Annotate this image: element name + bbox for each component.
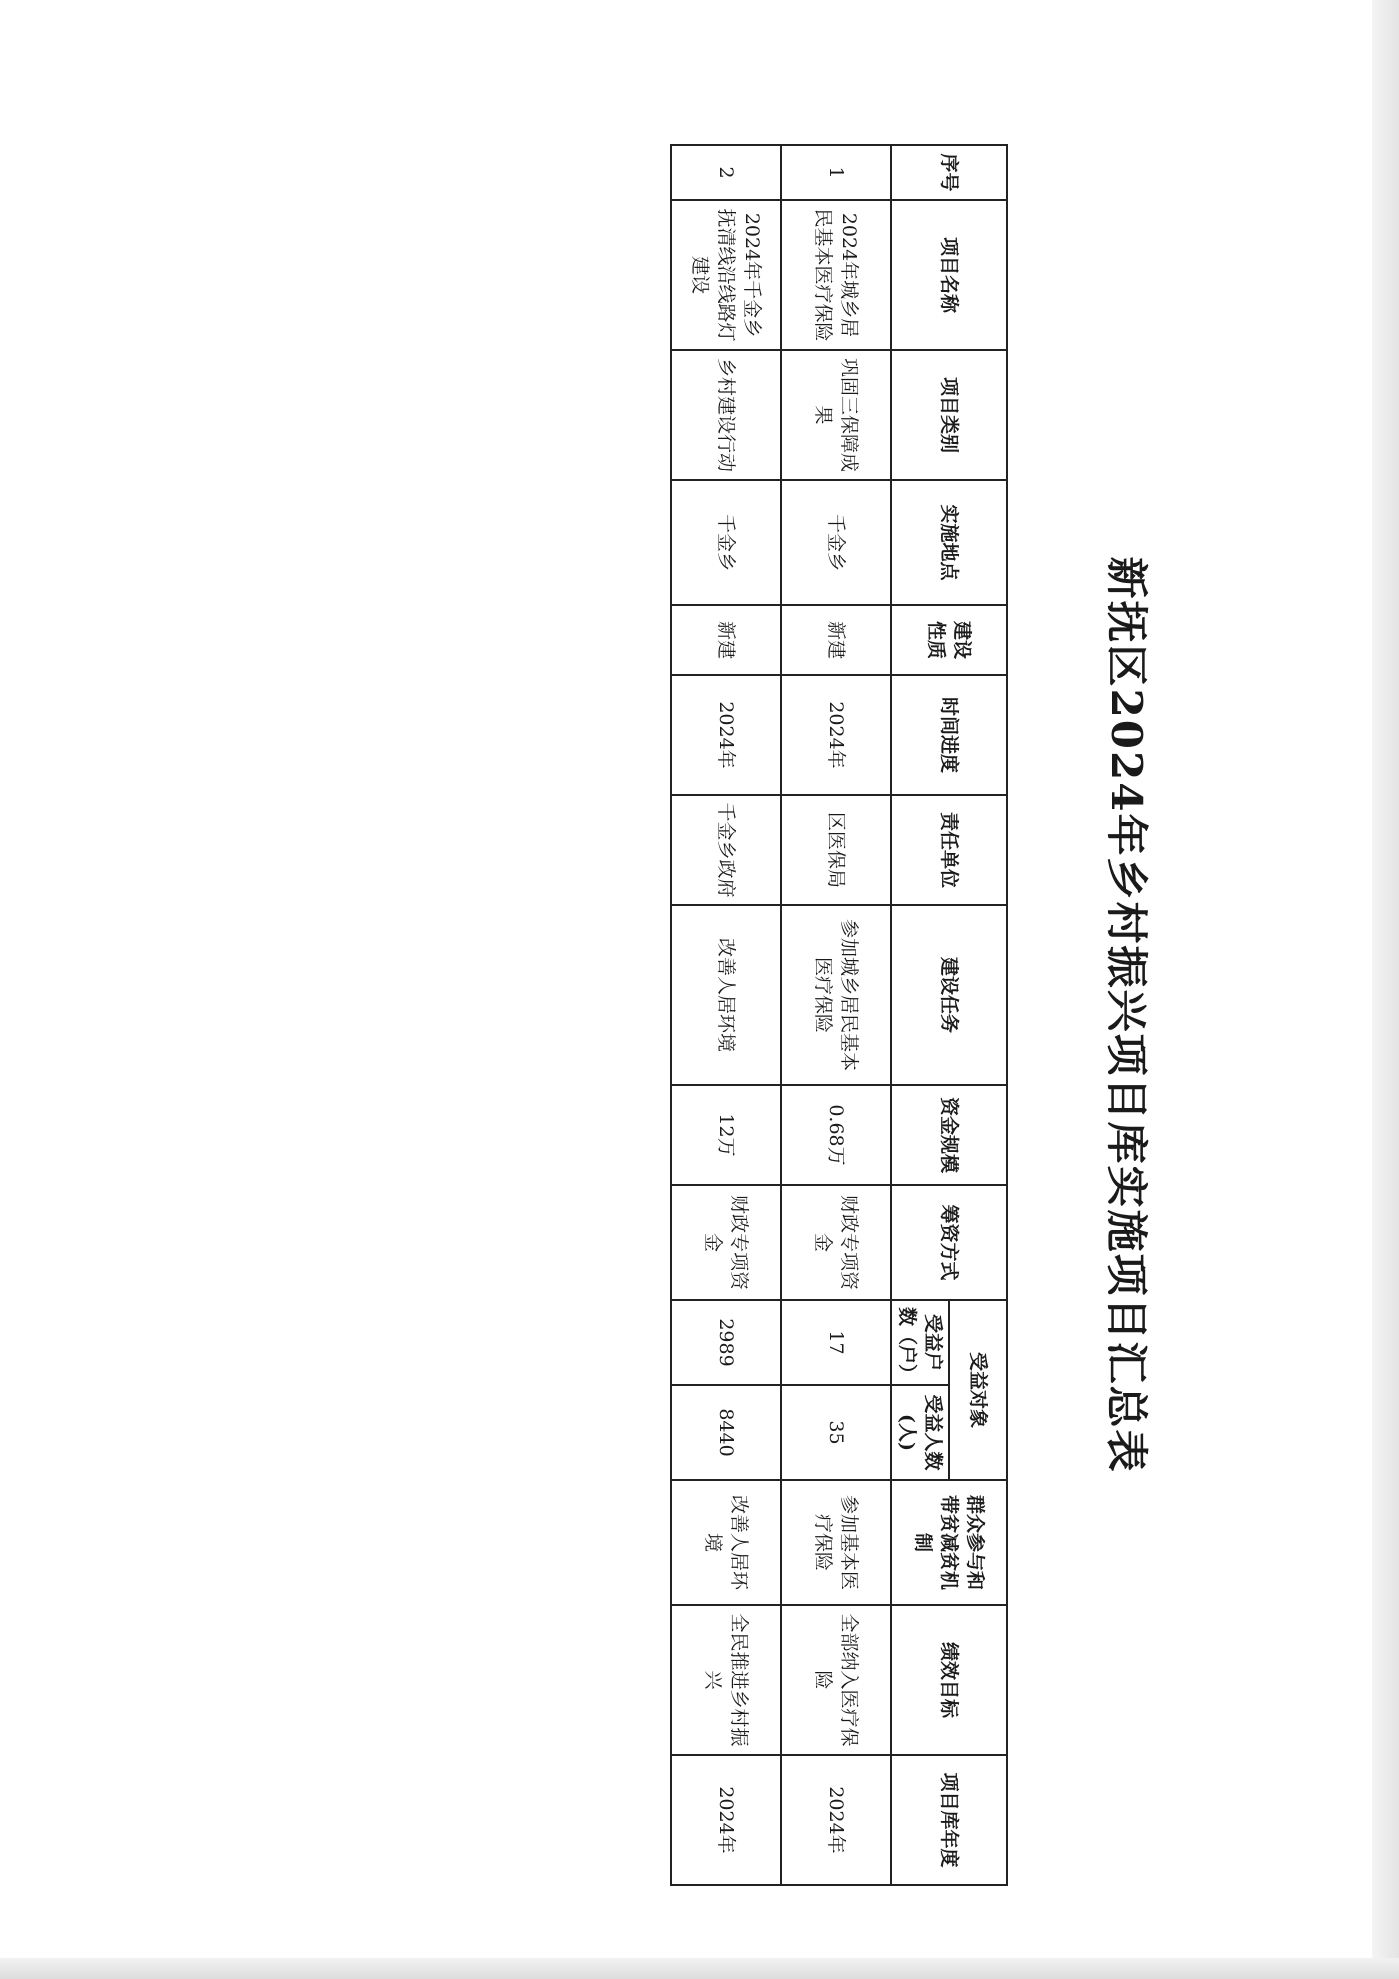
cell-unit: 区医保局 — [781, 795, 891, 905]
cell-year: 2024年 — [671, 1755, 781, 1885]
cell-funds: 0.68万 — [781, 1085, 891, 1185]
cell-mechanism: 参加基本医疗保险 — [781, 1480, 891, 1605]
table-row — [671, 145, 781, 1885]
header-beneficiary-group: 受益对象 — [949, 1300, 1007, 1480]
cell-location: 千金乡 — [781, 480, 891, 605]
cell-schedule: 2024年 — [781, 675, 891, 795]
table-row — [781, 145, 891, 1885]
header-nature: 建设性质 — [891, 605, 1007, 675]
cell-households: 17 — [781, 1300, 891, 1385]
cell-goal: 全民推进乡村振兴 — [671, 1605, 781, 1755]
cell-task: 参加城乡居民基本医疗保险 — [781, 905, 891, 1085]
header-year: 项目库年度 — [891, 1755, 1007, 1885]
cell-category: 巩固三保障成果 — [781, 350, 891, 480]
header-mechanism: 群众参与和带贫减贫机制 — [891, 1480, 1007, 1605]
cell-unit: 千金乡政府 — [671, 795, 781, 905]
header-people: 受益人数(人) — [891, 1385, 949, 1480]
cell-task: 改善人居环境 — [671, 905, 781, 1085]
header-task: 建设任务 — [891, 905, 1007, 1085]
page-title: 新抚区2024年乡村振兴项目库实施项目汇总表 — [1102, 556, 1151, 1474]
cell-category: 乡村建设行动 — [671, 350, 781, 480]
cell-financing: 财政专项资金 — [671, 1185, 781, 1300]
cell-seq: 2 — [671, 145, 781, 200]
header-category: 项目类别 — [891, 350, 1007, 480]
cell-nature: 新建 — [671, 605, 781, 675]
cell-financing: 财政专项资金 — [781, 1185, 891, 1300]
cell-mechanism: 改善人居环境 — [671, 1480, 781, 1605]
page-edge-shadow — [1372, 0, 1399, 1979]
cell-nature: 新建 — [781, 605, 891, 675]
cell-name: 2024年千金乡抚清线沿线路灯建设 — [671, 200, 781, 350]
header-schedule: 时间进度 — [891, 675, 1007, 795]
header-financing: 筹资方式 — [891, 1185, 1007, 1300]
project-summary-table — [670, 144, 1008, 1886]
header-row — [949, 145, 1007, 1885]
header-funds: 资金规模 — [891, 1085, 1007, 1185]
header-seq: 序号 — [891, 145, 1007, 200]
page-edge-shadow-bottom — [0, 1958, 1399, 1979]
cell-name: 2024年城乡居民基本医疗保险 — [781, 200, 891, 350]
cell-people: 35 — [781, 1385, 891, 1480]
header-goal: 绩效目标 — [891, 1605, 1007, 1755]
cell-households: 2989 — [671, 1300, 781, 1385]
cell-year: 2024年 — [781, 1755, 891, 1885]
header-name: 项目名称 — [891, 200, 1007, 350]
cell-seq: 1 — [781, 145, 891, 200]
header-households: 受益户数（户） — [891, 1300, 949, 1385]
cell-goal: 全部纳入医疗保险 — [781, 1605, 891, 1755]
cell-location: 千金乡 — [671, 480, 781, 605]
header-location: 实施地点 — [891, 480, 1007, 605]
document-sheet — [0, 100, 1160, 1930]
cell-schedule: 2024年 — [671, 675, 781, 795]
header-unit: 责任单位 — [891, 795, 1007, 905]
cell-funds: 12万 — [671, 1085, 781, 1185]
cell-people: 8440 — [671, 1385, 781, 1480]
